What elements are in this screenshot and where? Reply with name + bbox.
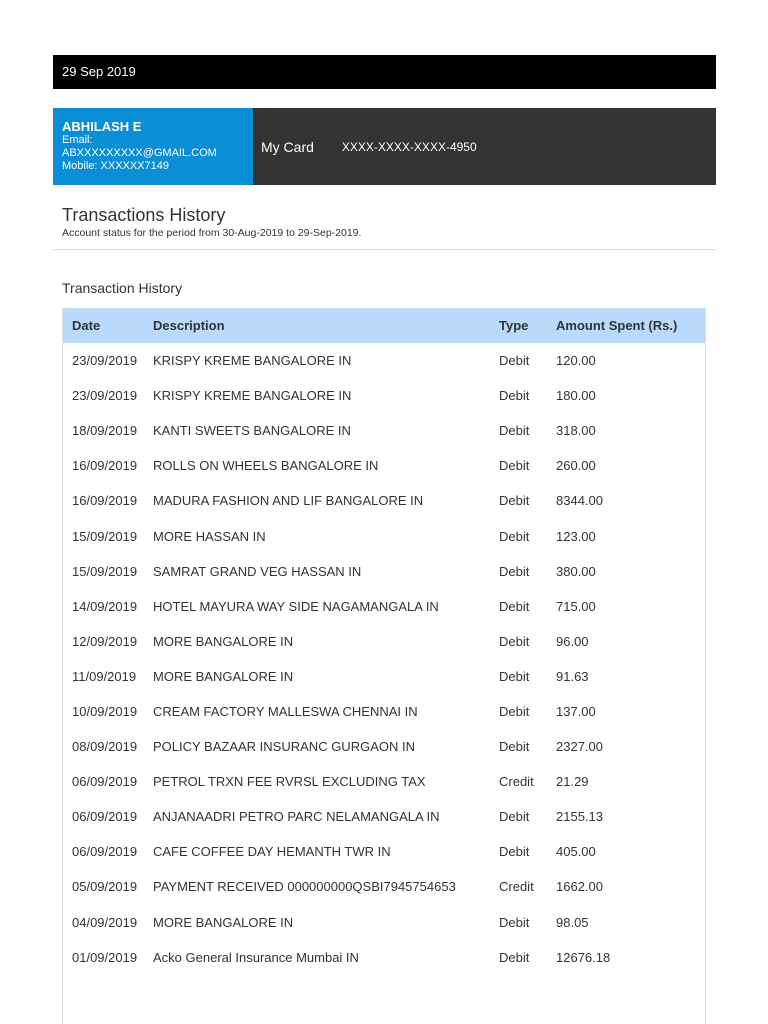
cell-date: 23/09/2019 [72, 353, 138, 369]
cell-description: PETROL TRXN FEE RVRSL EXCLUDING TAX [153, 774, 426, 790]
cell-type: Debit [499, 844, 530, 860]
cell-type: Debit [499, 493, 530, 509]
cell-date: 01/09/2019 [72, 949, 138, 965]
section-title: Transaction History [62, 280, 183, 296]
cell-description: KRISPY KREME BANGALORE IN [153, 388, 352, 404]
table-row [63, 940, 705, 975]
table-row [63, 729, 705, 764]
cell-description: CREAM FACTORY MALLESWA CHENNAI IN [153, 703, 418, 719]
table-row [63, 589, 705, 624]
statement-date-bar [53, 55, 716, 89]
cell-amount: 405.00 [556, 844, 596, 860]
table-row [63, 764, 705, 799]
table-row [63, 378, 705, 413]
cell-type: Debit [499, 563, 530, 579]
cell-type: Debit [499, 914, 530, 930]
cell-description: POLICY BAZAAR INSURANC GURGAON IN [153, 739, 415, 755]
cell-date: 23/09/2019 [72, 388, 138, 404]
cell-description: SAMRAT GRAND VEG HASSAN IN [153, 563, 362, 579]
cell-type: Debit [499, 668, 530, 684]
user-panel [53, 108, 253, 185]
page-title: Transactions History [62, 205, 226, 225]
cell-date: 04/09/2019 [72, 914, 138, 930]
cell-amount: 8344.00 [556, 493, 603, 509]
table-row [63, 694, 705, 729]
cell-type: Debit [499, 423, 530, 439]
cell-amount: 2155.13 [556, 809, 603, 825]
header-amount: Amount Spent (Rs.) [556, 308, 705, 343]
table-row [63, 799, 705, 834]
table-row [63, 554, 705, 589]
transactions-body [63, 343, 705, 975]
cell-amount: 260.00 [556, 458, 596, 474]
cell-type: Debit [499, 598, 530, 614]
table-row [63, 343, 705, 378]
cell-amount: 137.00 [556, 703, 596, 719]
statement-date: 29 Sep 2019 [62, 64, 136, 79]
table-row [63, 518, 705, 553]
cell-type: Debit [499, 739, 530, 755]
cell-amount: 96.00 [556, 633, 589, 649]
header-type: Type [499, 308, 556, 343]
cell-type: Debit [499, 703, 530, 719]
cell-date: 18/09/2019 [72, 423, 138, 439]
card-header [53, 108, 716, 185]
cell-date: 15/09/2019 [72, 563, 138, 579]
cell-description: MADURA FASHION AND LIF BANGALORE IN [153, 493, 424, 509]
cell-date: 10/09/2019 [72, 703, 138, 719]
table-row [63, 905, 705, 940]
cell-date: 16/09/2019 [72, 493, 138, 509]
cell-date: 05/09/2019 [72, 879, 138, 895]
cell-date: 14/09/2019 [72, 598, 138, 614]
user-mobile: Mobile: XXXXXX7149 [62, 160, 170, 172]
cell-date: 12/09/2019 [72, 633, 138, 649]
cell-amount: 12676.18 [556, 949, 611, 965]
table-row [63, 659, 705, 694]
cell-amount: 120.00 [556, 353, 596, 369]
email-label: Email: [62, 134, 93, 146]
cell-description: ANJANAADRI PETRO PARC NELAMANGALA IN [153, 809, 440, 825]
cell-date: 06/09/2019 [72, 844, 138, 860]
cell-type: Debit [499, 949, 530, 965]
cell-description: ROLLS ON WHEELS BANGALORE IN [153, 458, 379, 474]
cell-description: MORE BANGALORE IN [153, 914, 294, 930]
card-panel [253, 108, 716, 185]
table-header-row [63, 308, 705, 343]
cell-amount: 380.00 [556, 563, 596, 579]
page-subtitle: Account status for the period from 30-Aug-2019 to 29-Sep-2019. [62, 227, 362, 239]
cell-type: Debit [499, 528, 530, 544]
cell-amount: 715.00 [556, 598, 596, 614]
cell-description: HOTEL MAYURA WAY SIDE NAGAMANGALA IN [153, 598, 439, 614]
cell-date: 11/09/2019 [72, 668, 137, 684]
cell-amount: 2327.00 [556, 739, 603, 755]
header-date: Date [63, 308, 153, 343]
cell-amount: 91.63 [556, 668, 589, 684]
cell-amount: 98.05 [556, 914, 589, 930]
user-name: ABHILASH E [62, 119, 142, 134]
cell-amount: 318.00 [556, 423, 596, 439]
cell-date: 08/09/2019 [72, 739, 138, 755]
cell-type: Debit [499, 353, 530, 369]
transactions-table [63, 308, 705, 975]
cell-description: MORE HASSAN IN [153, 528, 266, 544]
cell-date: 15/09/2019 [72, 528, 138, 544]
cell-type: Debit [499, 633, 530, 649]
table-row [63, 869, 705, 904]
cell-amount: 180.00 [556, 388, 596, 404]
table-row [63, 448, 705, 483]
cell-type: Credit [499, 774, 534, 790]
cell-description: KRISPY KREME BANGALORE IN [153, 353, 352, 369]
cell-type: Debit [499, 388, 530, 404]
table-row [63, 483, 705, 518]
cell-description: Acko General Insurance Mumbai IN [153, 949, 359, 965]
cell-date: 06/09/2019 [72, 774, 138, 790]
cell-type: Credit [499, 879, 534, 895]
cell-date: 06/09/2019 [72, 809, 138, 825]
transactions-table-container [62, 308, 706, 1024]
cell-type: Debit [499, 809, 530, 825]
card-label: My Card [261, 138, 314, 155]
header-description: Description [153, 308, 499, 343]
cell-description: PAYMENT RECEIVED 000000000QSBI7945754653 [153, 879, 456, 895]
card-number: XXXX-XXXX-XXXX-4950 [341, 139, 477, 154]
cell-description: MORE BANGALORE IN [153, 668, 294, 684]
cell-amount: 1662.00 [556, 879, 603, 895]
cell-description: KANTI SWEETS BANGALORE IN [153, 423, 351, 439]
cell-type: Debit [499, 458, 530, 474]
table-row [63, 413, 705, 448]
cell-description: CAFE COFFEE DAY HEMANTH TWR IN [153, 844, 391, 860]
user-email: ABXXXXXXXXX@GMAIL.COM [62, 147, 217, 159]
cell-amount: 123.00 [556, 528, 596, 544]
table-row [63, 624, 705, 659]
table-row [63, 834, 705, 869]
cell-amount: 21.29 [556, 774, 589, 790]
cell-date: 16/09/2019 [72, 458, 138, 474]
divider [53, 249, 716, 250]
cell-description: MORE BANGALORE IN [153, 633, 294, 649]
